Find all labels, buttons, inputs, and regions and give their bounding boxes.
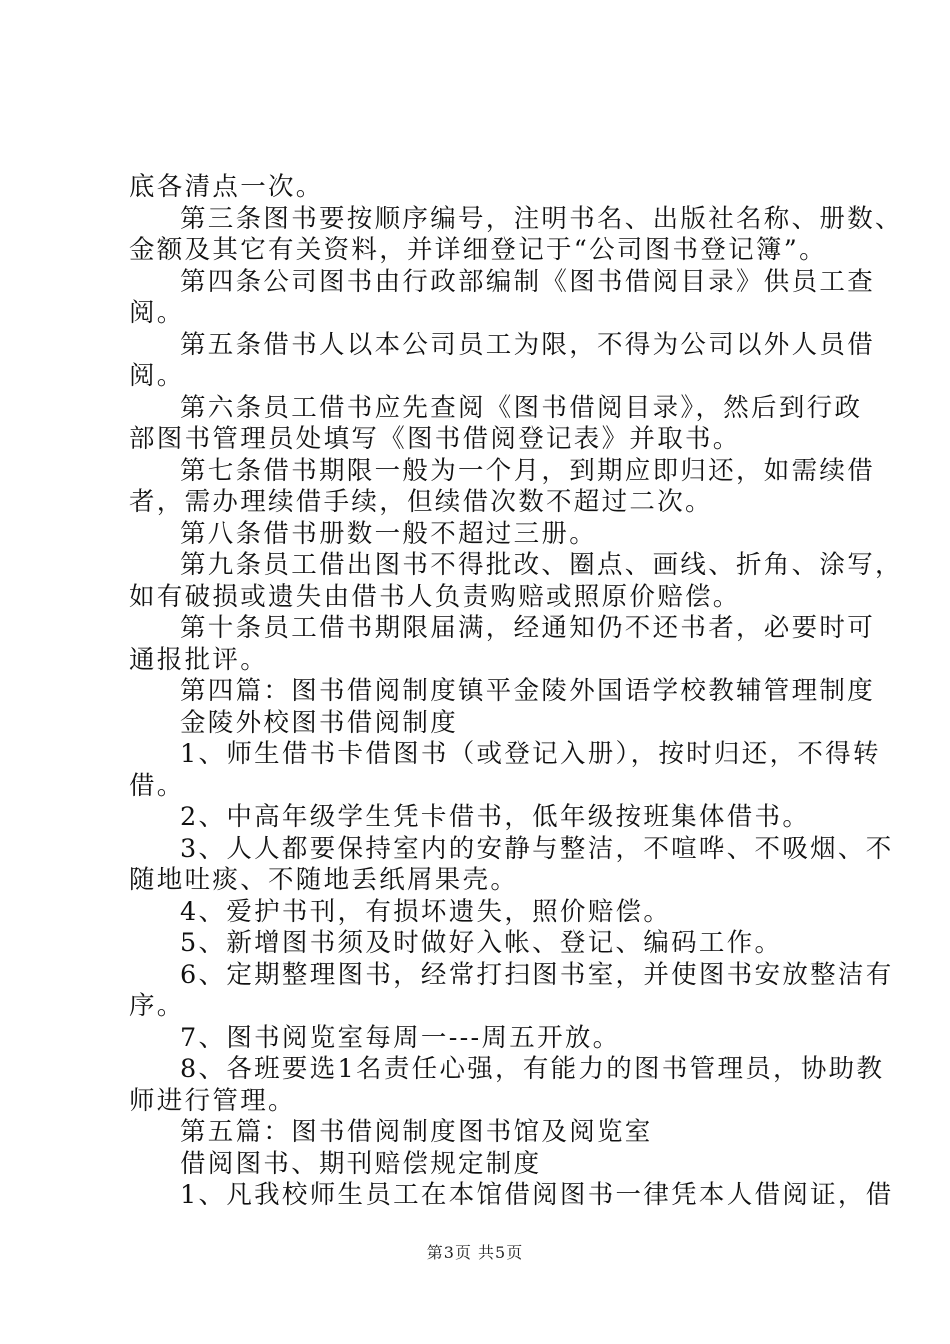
text-line: 第五条借书人以本公司员工为限，不得为公司以外人员借: [180, 329, 876, 360]
text-line: 2、中高年级学生凭卡借书，低年级按班集体借书。: [180, 802, 811, 832]
text-line: 1、师生借书卡借图书（或登记入册），按时归还，不得转: [180, 739, 881, 769]
text-line: 7、图书阅览室每周一---周五开放。: [180, 1022, 621, 1053]
text-line: 通报批评。: [129, 644, 269, 675]
text-line: 第四条公司图书由行政部编制《图书借阅目录》供员工查: [180, 266, 876, 297]
text-line: 第八条借书册数一般不超过三册。: [180, 518, 598, 549]
text-line: 随地吐痰、不随地丢纸屑果壳。: [129, 865, 519, 895]
page-footer: 第3页 共5页: [426, 1243, 524, 1262]
text-line: 3、人人都要保持室内的安静与整洁，不喧哗、不吸烟、不: [180, 833, 894, 864]
text-line: 1、凡我校师生员工在本馆借阅图书一律凭本人借阅证，借: [180, 1180, 894, 1210]
text-line: 阅。: [129, 361, 185, 391]
text-line: 第十条员工借书期限届满，经通知仍不还书者，必要时可: [180, 613, 876, 643]
text-line: 序。: [129, 991, 185, 1021]
text-line: 如有破损或遗失由借书人负责购赔或照原价赔偿。: [129, 581, 741, 612]
text-line: 第四篇：图书借阅制度镇平金陵外国语学校教辅管理制度: [180, 676, 876, 706]
text-line: 借阅图书、期刊赔偿规定制度: [180, 1148, 542, 1179]
text-line: 部图书管理员处填写《图书借阅登记表》并取书。: [129, 424, 741, 454]
text-line: 第六条员工借书应先查阅《图书借阅目录》，然后到行政: [180, 392, 863, 423]
text-line: 借。: [129, 770, 185, 801]
text-line: 金陵外校图书借阅制度: [180, 707, 459, 738]
text-line: 师进行管理。: [129, 1085, 296, 1116]
text-line: 4、爱护书刊，有损坏遗失，照价赔偿。: [180, 896, 672, 927]
text-line: 8、各班要选1名责任心强，有能力的图书管理员，协助教: [180, 1054, 885, 1084]
text-line: 第三条图书要按顺序编号，注明书名、出版社名称、册数、: [180, 203, 903, 234]
text-line: 者，需办理续借手续，但续借次数不超过二次。: [129, 487, 713, 517]
text-line: 金额及其它有关资料，并详细登记于“公司图书登记簿”。: [129, 235, 827, 265]
text-line: 第七条借书期限一般为一个月，到期应即归还，如需续借: [180, 455, 876, 486]
document-body: [129, 172, 903, 1212]
text-line: 底各清点一次。: [129, 172, 324, 202]
text-line: 6、定期整理图书，经常打扫图书室，并使图书安放整洁有: [180, 959, 894, 990]
text-line: 第九条员工借出图书不得批改、圈点、画线、折角、涂写，: [180, 550, 903, 580]
text-line: 阅。: [129, 298, 185, 328]
text-line: 第五篇：图书借阅制度图书馆及阅览室: [180, 1117, 653, 1147]
text-line: 5、新增图书须及时做好入帐、登记、编码工作。: [180, 928, 783, 958]
